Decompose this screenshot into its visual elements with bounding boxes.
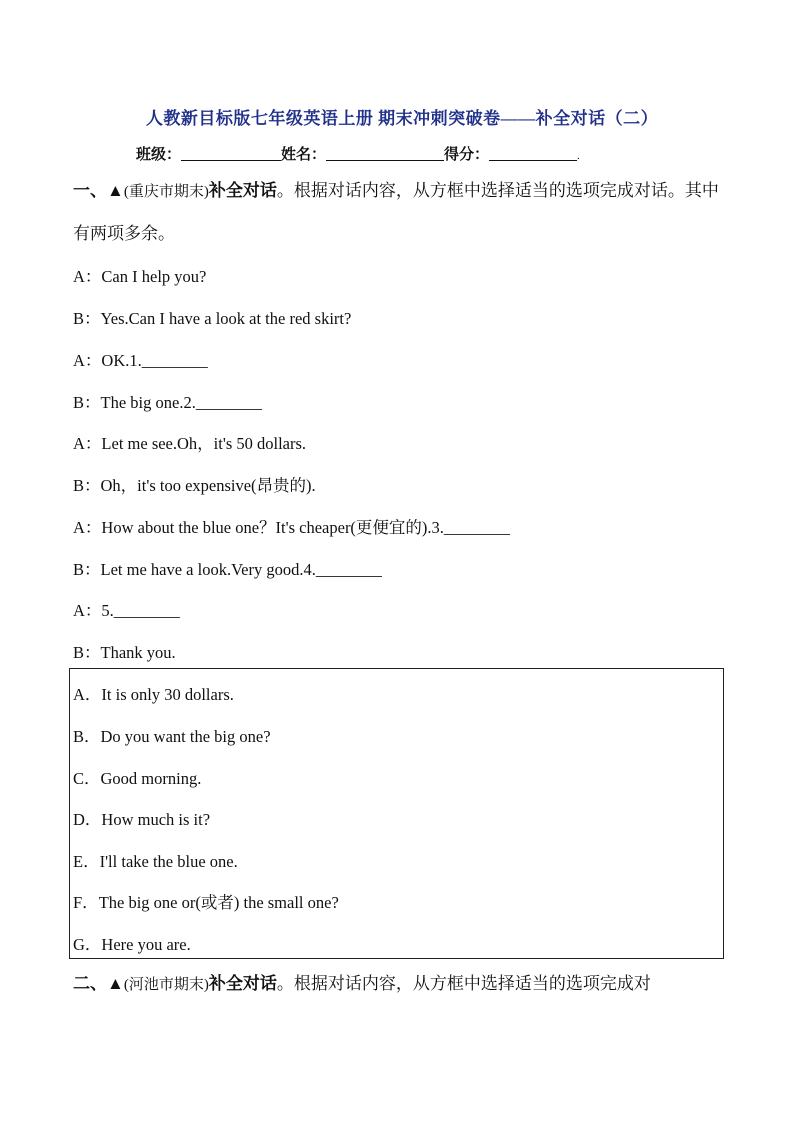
- class-label: 班级：: [136, 147, 182, 163]
- speaker-label: B：: [73, 643, 101, 662]
- dialogue-line: [73, 472, 316, 496]
- dialogue-line: [73, 263, 206, 287]
- section-2-number: 二、: [73, 974, 107, 993]
- name-label: 姓名：: [281, 147, 327, 163]
- dialogue-line: [73, 556, 382, 580]
- option-letter: B．: [73, 727, 101, 746]
- option-letter: A．: [73, 685, 102, 704]
- speaker-label: B：: [73, 393, 101, 412]
- dialogue-text: Yes.Can I have a look at the red skirt?: [100, 309, 352, 328]
- speaker-label: A：: [73, 267, 102, 286]
- dialogue-text[interactable]: OK.1.________: [101, 351, 208, 370]
- section-1-title: 补全对话: [208, 181, 277, 200]
- dialogue-line: [73, 430, 306, 454]
- dialogue-text[interactable]: How about the blue one？It's cheaper(更便宜的).3.________: [101, 518, 510, 537]
- dialogue-text[interactable]: 5.________: [101, 601, 180, 620]
- dialogue-text[interactable]: Let me have a look.Very good.4.________: [100, 560, 382, 579]
- score-blank[interactable]: [489, 145, 577, 161]
- option-item: [73, 848, 238, 872]
- option-item: [73, 931, 191, 955]
- option-item: [73, 806, 210, 830]
- section-2-source: (河池市期末): [123, 977, 209, 993]
- dialogue-line: [73, 639, 176, 663]
- option-item: [73, 681, 234, 705]
- dialogue-text: Thank you.: [100, 643, 176, 662]
- section-1-instruction: 。根据对话内容，从方框中选择适当的选项完成对话。其中有两项多余。: [73, 181, 719, 243]
- option-letter: G．: [73, 935, 102, 954]
- dialogue-line: [73, 347, 208, 371]
- option-text: Do you want the big one?: [100, 727, 271, 746]
- speaker-label: B：: [73, 309, 101, 328]
- section-2-instruction: 。根据对话内容，从方框中选择适当的选项完成对: [276, 974, 651, 993]
- option-item: [73, 723, 271, 747]
- dialogue-text[interactable]: The big one.2.________: [100, 393, 262, 412]
- dialogue-line: [73, 389, 262, 413]
- option-text: I'll take the blue one.: [99, 852, 238, 871]
- option-text: How much is it?: [101, 810, 211, 829]
- option-letter: F．: [73, 893, 99, 912]
- speaker-label: B：: [73, 476, 101, 495]
- speaker-label: B：: [73, 560, 101, 579]
- triangle-marker-icon: ▲: [107, 181, 124, 200]
- option-text: It is only 30 dollars.: [101, 685, 234, 704]
- section-1-source: (重庆市期末): [123, 184, 209, 200]
- dialogue-text: Can I help you?: [101, 267, 207, 286]
- score-label: 得分：: [444, 147, 490, 163]
- option-text: The big one or(或者) the small one?: [98, 893, 339, 912]
- dialogue-text: Oh，it's too expensive(昂贵的).: [100, 476, 316, 495]
- speaker-label: A：: [73, 351, 102, 370]
- speaker-label: A：: [73, 601, 102, 620]
- triangle-marker-icon: ▲: [107, 974, 124, 993]
- option-item: [73, 765, 201, 789]
- option-text: Here you are.: [101, 935, 191, 954]
- speaker-label: A：: [73, 518, 102, 537]
- speaker-label: A：: [73, 434, 102, 453]
- section-2-heading: [73, 963, 725, 1006]
- name-blank[interactable]: [326, 145, 444, 161]
- option-letter: C．: [73, 769, 101, 788]
- option-text: Good morning.: [100, 769, 202, 788]
- class-blank[interactable]: [181, 145, 281, 161]
- option-letter: D．: [73, 810, 102, 829]
- dialogue-text: Let me see.Oh，it's 50 dollars.: [101, 434, 307, 453]
- section-1-number: 一、: [73, 181, 107, 200]
- dialogue-line: [73, 305, 351, 329]
- end-mark: .: [577, 150, 580, 162]
- page-title: 人教新目标版七年级英语上册 期末冲刺突破卷——补全对话（二）: [145, 109, 659, 128]
- dialogue-line: [73, 514, 510, 538]
- option-item: [73, 889, 339, 913]
- dialogue-line: [73, 597, 180, 621]
- section-1-heading: [73, 170, 725, 255]
- section-2-title: 补全对话: [208, 974, 277, 993]
- student-info-line: [136, 143, 580, 164]
- option-letter: E．: [73, 852, 100, 871]
